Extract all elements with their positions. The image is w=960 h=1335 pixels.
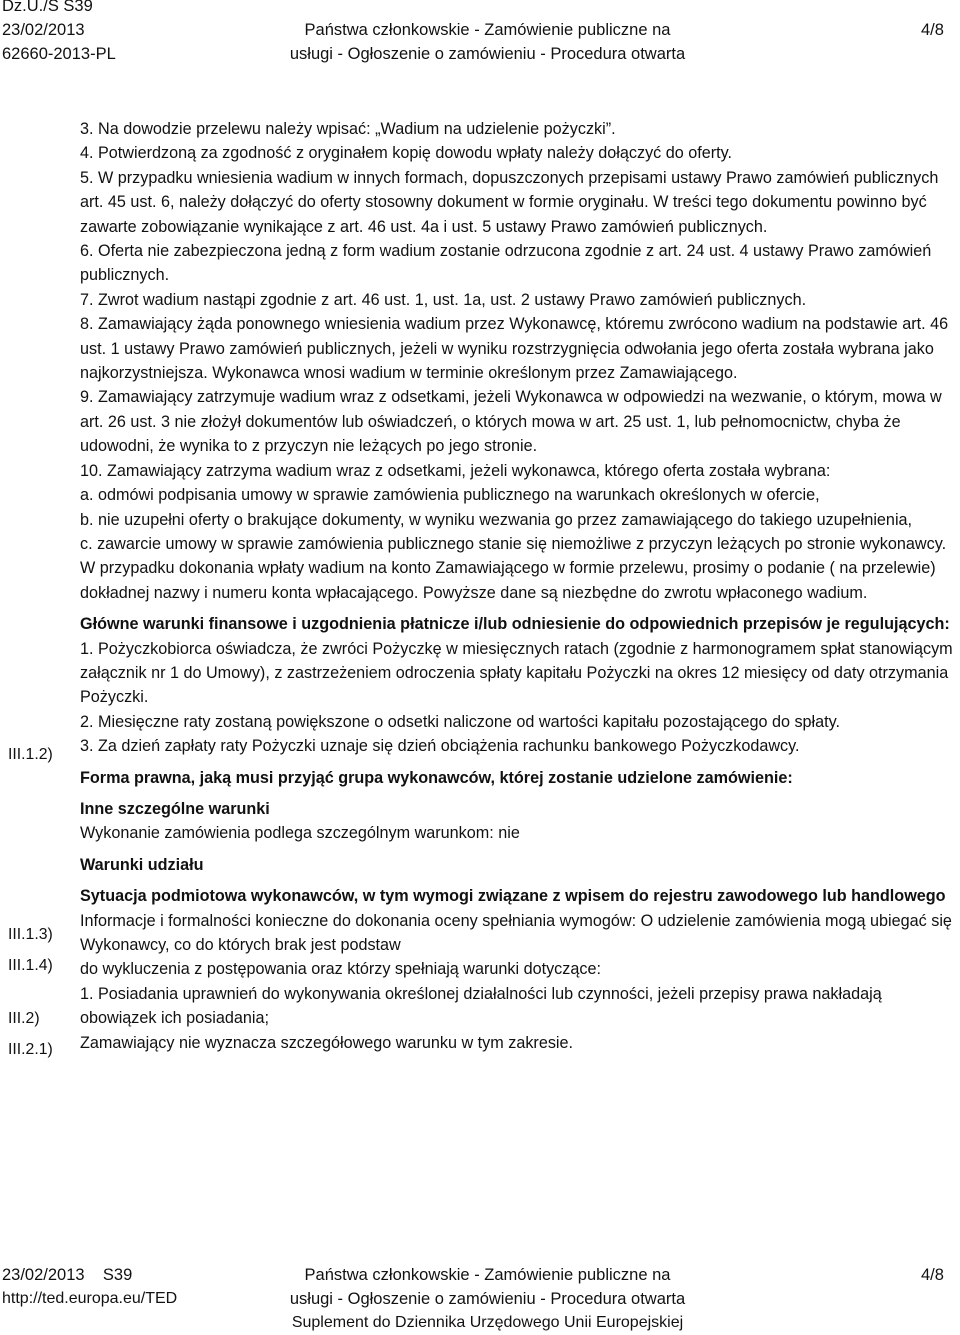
paragraph: 1. Pożyczkobiorca oświadcza, że zwróci Pożyczkę w miesięcznych ratach (zgodnie z harmonogramem spłat stanowiącym załącznik nr 1 do Umowy), z zastrzeżeniem odroczenia spłaty kapitału Pożyczki na okres 12 miesięcy od daty otrzymania Pożyczki. [80, 639, 953, 707]
paragraph: 8. Zamawiający żąda ponownego wniesienia wadium przez Wykonawcę, któremu zwrócono wadium na podstawie art. 46 ust. 1 ustawy Prawo zamówień publicznych, jeżeli w wyniku rozstrzygnięcia odwołania jego oferta została wybrana jako najkorzystniejsza. Wykonawca wnosi wadium w terminie określonym przez Zamawiającego. [80, 315, 949, 383]
section-heading: Forma prawna, jaką musi przyjąć grupa wykonawców, której zostanie udzielone zamówienie: [80, 768, 793, 787]
header-date: 23/02/2013 [2, 21, 85, 39]
paragraph: 10. Zamawiający zatrzyma wadium wraz z odsetkami, jeżeli wykonawca, którego oferta została wybrana: [80, 461, 831, 480]
paragraph: 6. Oferta nie zabezpieczona jedną z form wadium zostanie odrzucona zgodnie z art. 24 ust. 4 ustawy Prawo zamówień publicznych. [80, 242, 932, 285]
footer-title-line1: Państwa członkowskie - Zamówienie publiczne na [304, 1266, 671, 1284]
section-heading: Główne warunki finansowe i uzgodnienia płatnicze i/lub odniesienie do odpowiednich przepisów je regulujących: [80, 615, 950, 634]
header-title-line2: usługi - Ogłoszenie o zamówieniu - Procedura otwarta [289, 45, 686, 63]
section-heading: Sytuacja podmiotowa wykonawców, w tym wymogi związane z wpisem do rejestru zawodowego lub handlowego [80, 887, 946, 906]
paragraph: do wykluczenia z postępowania oraz którzy spełniają warunki dotyczące: [80, 960, 601, 979]
paragraph: 9. Zamawiający zatrzymuje wadium wraz z odsetkami, jeżeli Wykonawca w odpowiedzi na wezwanie, o którym, mowa w art. 26 ust. 3 nie złożył dokumentów lub oświadczeń, o których mowa w art. 25 ust. 1, lub pełnomocnictw, chyba że udowodni, że wynika to z przyczyn nie leżących po jego stronie. [80, 388, 942, 456]
header-title-line1: Państwa członkowskie - Zamówienie publiczne na [304, 21, 671, 39]
header-page-number: 4/8 [921, 21, 944, 39]
header-journal-ref: Dz.U./S S39 [2, 0, 93, 15]
footer-date-code: 23/02/2013 S39 [2, 1266, 133, 1284]
paragraph: b. nie uzupełni oferty o brakujące dokumenty, w wyniku wezwania go przez zamawiającego do takiego uzupełnienia, [80, 510, 913, 529]
section-heading: Inne szczególne warunki [80, 799, 270, 818]
section-number: III.1.3) [8, 926, 53, 943]
section-number: III.1.4) [8, 957, 53, 974]
paragraph: 2. Miesięczne raty zostaną powiększone o odsetki naliczone od wartości kapitału pozostającego do spłaty. [80, 712, 841, 731]
paragraph: Wykonanie zamówienia podlega szczególnym warunkom: nie [80, 824, 520, 843]
paragraph: 1. Posiadania uprawnień do wykonywania określonej działalności lub czynności, jeżeli przepisy prawa nakładają obowiązek ich posiadania; [80, 984, 882, 1028]
document-body [80, 117, 955, 1055]
footer-title-line2: usługi - Ogłoszenie o zamówieniu - Procedura otwarta [289, 1290, 686, 1308]
paragraph: 5. W przypadku wniesienia wadium w innych formach, dopuszczonych przepisami ustawy Prawo zamówień publicznych art. 45 ust. 6, należy dołączyć do oferty stosowny dokument w formie oryginału. W treści tego dokumentu powinno być zawarte zobowiązanie wynikające z art. 46 ust. 4a i ust. 5 ustawy Prawo zamówień publicznych. [80, 168, 939, 236]
paragraph: 7. Zwrot wadium nastąpi zgodnie z art. 46 ust. 1, ust. 1a, ust. 2 ustawy Prawo zamówień publicznych. [80, 290, 807, 309]
footer-url[interactable]: http://ted.europa.eu/TED [2, 1290, 178, 1307]
paragraph: 3. Za dzień zapłaty raty Pożyczki uznaje się dzień obciążenia rachunku bankowego Pożyczkodawcy. [80, 737, 800, 756]
section-heading: Warunki udziału [80, 855, 204, 874]
paragraph: W przypadku dokonania wpłaty wadium na konto Zamawiającego w formie przelewu, prosimy o podanie ( na przelewie) dokładnej nazwy i numeru konta wpłacającego. Powyższe dane są niezbędne do zwrotu wpłaconego wadium. [80, 559, 936, 602]
paragraph: c. zawarcie umowy w sprawie zamówienia publicznego stanie się niemożliwe z przyczyn leżących po stronie wykonawcy. [80, 534, 947, 553]
header-notice-number: 62660-2013-PL [2, 45, 116, 63]
paragraph: Zamawiający nie wyznacza szczegółowego warunku w tym zakresie. [80, 1033, 574, 1052]
paragraph: a. odmówi podpisania umowy w sprawie zamówienia publicznego na warunkach określonych w ofercie, [80, 486, 820, 505]
paragraph: 4. Potwierdzoną za zgodność z oryginałem kopię dowodu wpłaty należy dołączyć do oferty. [80, 144, 733, 163]
paragraph: 3. Na dowodzie przelewu należy wpisać: „Wadium na udzielenie pożyczki”. [80, 120, 616, 138]
paragraph: Informacje i formalności konieczne do dokonania oceny spełniania wymogów: O udzielenie zamówienia mogą ubiegać się Wykonawcy, co do których brak jest podstaw [80, 911, 952, 954]
section-number: III.2) [8, 1010, 40, 1027]
section-number: III.1.2) [8, 746, 53, 763]
footer-journal-name: Suplement do Dziennika Urzędowego Unii Europejskiej [291, 1314, 684, 1331]
footer-page-number: 4/8 [921, 1266, 944, 1284]
section-number: III.2.1) [8, 1041, 53, 1058]
